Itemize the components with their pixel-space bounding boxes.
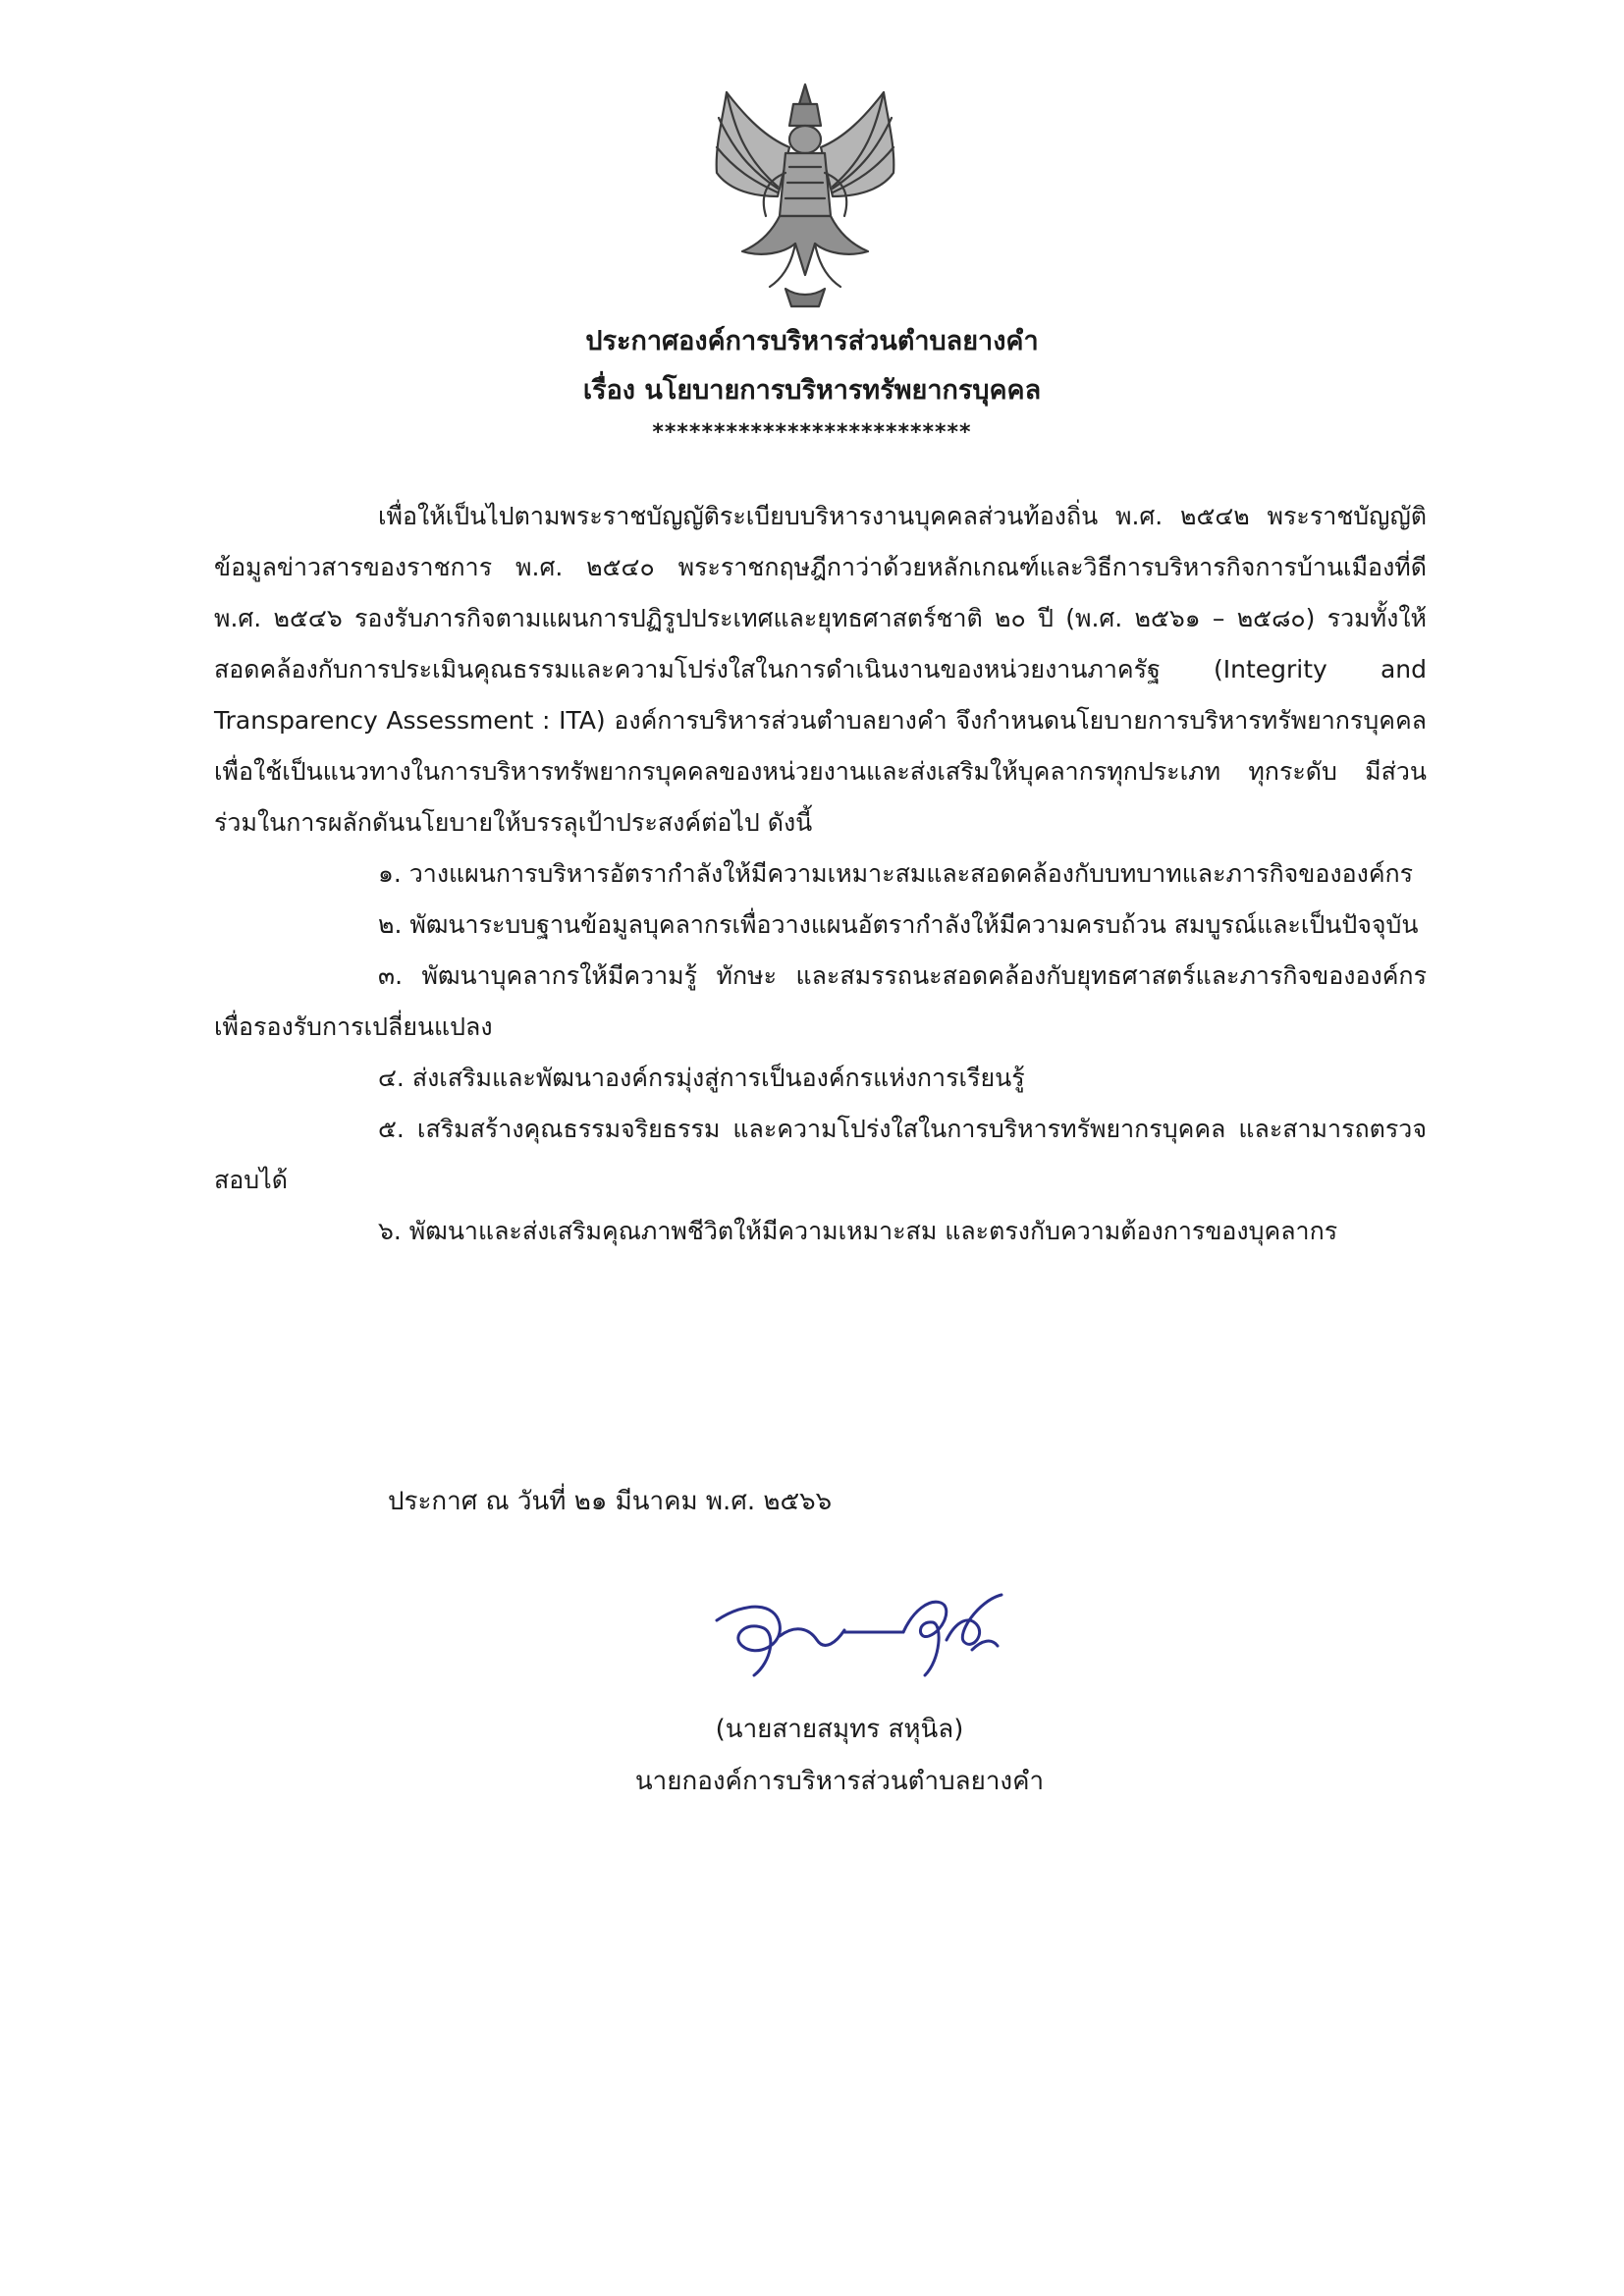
signatory-name: (นายสายสมุทร สหุนิล) bbox=[715, 1715, 964, 1744]
title-separator: ************************** bbox=[652, 420, 972, 445]
policy-item-5: ๕. เสริมสร้างคุณธรรมจริยธรรม และความโปร่งใสในการบริหารทรัพยากรบุคคล และสามารถตรวจสอบได้ bbox=[214, 1115, 1427, 1194]
policy-item-4: ๔. ส่งเสริมและพัฒนาองค์กรมุ่งสู่การเป็นองค์กรแห่งการเรียนรู้ bbox=[378, 1064, 1025, 1092]
announcement-body bbox=[214, 491, 1427, 1257]
announcement-subject: เรื่อง นโยบายการบริหารทรัพยากรบุคคล bbox=[582, 375, 1042, 406]
policy-item-6: ๖. พัฒนาและส่งเสริมคุณภาพชีวิตให้มีความเหมาะสม และตรงกับความต้องการของบุคลากร bbox=[378, 1217, 1338, 1245]
handwritten-signature-icon bbox=[707, 1581, 1031, 1699]
garuda-emblem-icon bbox=[687, 79, 923, 314]
announcement-date: ประกาศ ณ วันที่ ๒๑ มีนาคม พ.ศ. ๒๕๖๖ bbox=[388, 1487, 833, 1516]
policy-item-1: ๑. วางแผนการบริหารอัตรากำลังให้มีความเหมาะสมและสอดคล้องกับบทบาทและภารกิจขององค์กร bbox=[378, 859, 1414, 888]
policy-item-3: ๓. พัฒนาบุคลากรให้มีความรู้ ทักษะ และสมรรถนะสอดคล้องกับยุทธศาสตร์และภารกิจขององค์กร เพื่อรองรับการเปลี่ยนแปลง bbox=[214, 961, 1427, 1041]
policy-item-2: ๒. พัฒนาระบบฐานข้อมูลบุคลากรเพื่อวางแผนอัตรากำลังให้มีความครบถ้วน สมบูรณ์และเป็นปัจจุบัน bbox=[378, 910, 1419, 939]
announcement-title: ประกาศองค์การบริหารส่วนตำบลยางคำ bbox=[585, 326, 1039, 356]
intro-paragraph: เพื่อให้เป็นไปตามพระราชบัญญัติระเบียบบริหารงานบุคคลส่วนท้องถิ่น พ.ศ. ๒๕๔๒ พระราชบัญญัติข้อมูลข่าวสารของราชการ พ.ศ. ๒๕๔๐ พระราชกฤษฎีกาว่าด้วยหลักเกณฑ์และวิธีการบริหารกิจการบ้านเมืองที่ดี พ.ศ. ๒๕๔๖ รองรับภารกิจตามแผนการปฏิรูปประเทศและยุทธศาสตร์ชาติ ๒๐ ปี (พ.ศ. ๒๕๖๑ – ๒๕๘๐) รวมทั้งให้สอดคล้องกับการประเมินคุณธรรมและความโปร่งใสในการดำเนินงานของหน่วยงานภาครัฐ (Integrity and Transparency Assessment : ITA) องค์การบริหารส่วนตำบลยางคำ จึงกำหนดนโยบายการบริหารทรัพยากรบุคคล เพื่อใช้เป็นแนวทางในการบริหารทรัพยากรบุคคลของหน่วยงานและส่งเสริมให้บุคลากรทุกประเภท ทุกระดับ มีส่วนร่วมในการผลักดันนโยบายให้บรรลุเป้าประสงค์ต่อไป ดังนี้ bbox=[214, 502, 1427, 837]
signatory-position: นายกองค์การบริหารส่วนตำบลยางคำ bbox=[634, 1767, 1045, 1796]
